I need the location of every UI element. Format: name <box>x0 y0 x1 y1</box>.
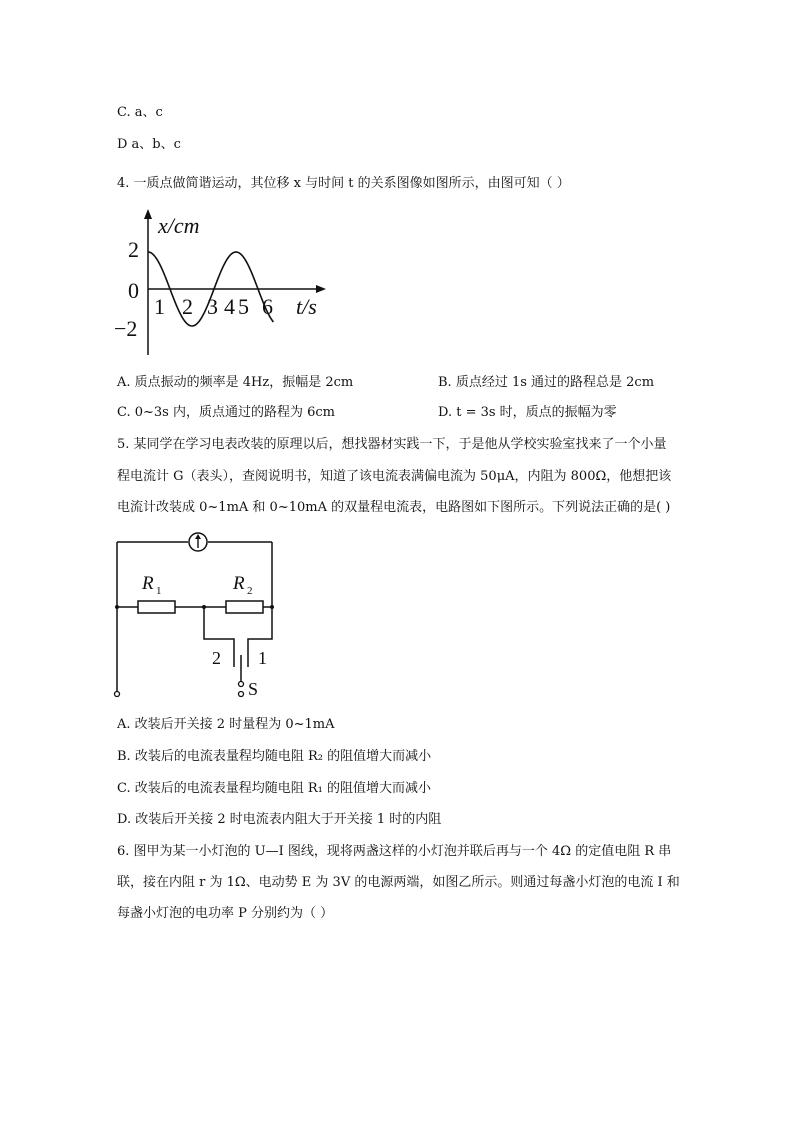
r2-label: R <box>233 573 245 594</box>
q4-option-d: D. t = 3s 时，质点的振幅为零 <box>438 405 617 420</box>
q4-x-tick-3: 3 <box>207 294 218 319</box>
r2-subscript: 2 <box>247 585 253 597</box>
r1-label: R <box>142 573 154 594</box>
r1-subscript: 1 <box>156 585 162 597</box>
left-terminal <box>115 692 120 697</box>
switch-position-1: 1 <box>258 648 267 668</box>
q5-stem-line3: 电流计改装成 0~1mA 和 0~10mA 的双量程电流表，电路图如下图所示。下列说法正确的是( ) <box>117 500 671 515</box>
q5-option-a: A. 改装后开关接 2 时量程为 0~1mA <box>117 717 335 732</box>
q4-x-tick-4: 4 <box>224 294 235 319</box>
q4-option-b: B. 质点经过 1s 通过的路程总是 2cm <box>438 375 655 390</box>
q4-x-tick-2: 2 <box>182 294 193 319</box>
switch-pivot <box>239 682 244 687</box>
resistor-r2 <box>226 601 263 613</box>
q5-option-d: D. 改装后开关接 2 时电流表内阻大于开关接 1 时的内阻 <box>117 812 442 827</box>
q4-x-tick-5: 5 <box>238 294 249 319</box>
q6-stem-line3: 每盏小灯泡的电功率 P 分别约为（ ） <box>117 906 334 921</box>
q4-stem: 4. 一质点做简谐运动，其位移 x 与时间 t 的关系图像如图所示，由图可知（ ） <box>117 176 570 191</box>
switch-label: S <box>248 679 259 699</box>
q4-y-axis-label: x/cm <box>158 213 200 238</box>
q4-displacement-time-graph <box>110 205 330 365</box>
q4-y-tick-2: 2 <box>128 237 139 262</box>
galvanometer-icon <box>189 533 207 551</box>
switch-terminal <box>239 692 244 697</box>
q4-option-c: C. 0~3s 内，质点通过的路程为 6cm <box>117 405 335 420</box>
q6-stem-line1: 6. 图甲为某一小灯泡的 U—I 图线，现将两盏这样的小灯泡并联后再与一个 4Ω 的定值电阻 R 串 <box>117 844 672 859</box>
switch-position-2: 2 <box>212 648 221 668</box>
q4-x-axis-label: t/s <box>296 294 317 319</box>
q4-option-a: A. 质点振动的频率是 4Hz，振幅是 2cm <box>117 375 354 390</box>
q5-option-b: B. 改装后的电流表量程均随电阻 R₂ 的阻值增大而减小 <box>117 749 432 764</box>
q3-option-d: D a、b、c <box>117 137 181 152</box>
q4-y-tick-0: 0 <box>128 278 139 303</box>
q4-x-tick-1: 1 <box>154 294 165 319</box>
q4-y-tick-neg2: −2 <box>114 316 138 341</box>
q5-stem-line2: 程电流计 G（表头），查阅说明书，知道了该电流表满偏电流为 50μA，内阻为 800Ω，他想把该 <box>117 469 672 484</box>
q5-circuit-diagram <box>108 527 283 702</box>
q5-stem-line1: 5. 某同学在学习电表改装的原理以后，想找器材实践一下，于是他从学校实验室找来了一个小量 <box>117 437 667 452</box>
q3-option-c: C. a、c <box>117 105 163 120</box>
resistor-r1 <box>138 601 175 613</box>
q6-stem-line2: 联，接在内阻 r 为 1Ω、电动势 E 为 3V 的电源两端，如图乙所示。则通过每盏小灯泡的电流 I 和 <box>117 875 680 890</box>
q4-x-tick-6: 6 <box>262 294 273 319</box>
q5-option-c: C. 改装后的电流表量程均随电阻 R₁ 的阻值增大而减小 <box>117 781 432 796</box>
